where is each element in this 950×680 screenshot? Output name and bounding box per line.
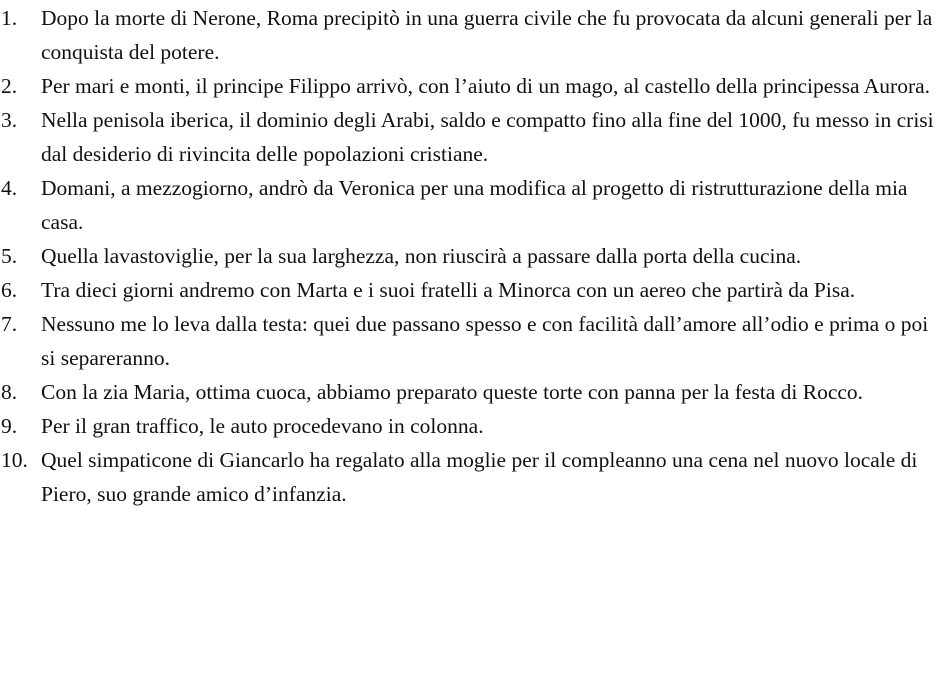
list-item [0,375,950,409]
item-number: 7. [1,312,18,336]
list-item [0,409,950,443]
item-text: Quel simpaticone di Giancarlo ha regalato alla moglie per il compleanno una cena nel nuovo locale di Piero, suo grande amico d’infanzia. [41,448,918,506]
item-text: Domani, a mezzogiorno, andrò da Veronica per una modifica al progetto di ristrutturazione della mia casa. [41,176,908,234]
item-number: 9. [1,414,18,438]
item-number: 3. [1,108,18,132]
list-item [0,171,950,239]
item-text: Tra dieci giorni andremo con Marta e i suoi fratelli a Minorca con un aereo che partirà da Pisa. [41,278,856,302]
list-item [0,69,950,103]
item-text: Quella lavastoviglie, per la sua larghezza, non riuscirà a passare dalla porta della cucina. [41,244,802,268]
item-number: 6. [1,278,18,302]
item-text: Con la zia Maria, ottima cuoca, abbiamo preparato queste torte con panna per la festa di Rocco. [41,380,864,404]
list-item [0,1,950,69]
list-item [0,307,950,375]
item-text: Dopo la morte di Nerone, Roma precipitò in una guerra civile che fu provocata da alcuni generali per la conquista del potere. [41,6,933,64]
sentence-list [0,1,950,511]
item-text: Per mari e monti, il principe Filippo arrivò, con l’aiuto di un mago, al castello della principessa Aurora. [41,74,931,98]
list-item [0,103,950,171]
list-item [0,443,950,511]
item-text: Nessuno me lo leva dalla testa: quei due passano spesso e con facilità dall’amore all’odio e prima o poi si separeranno. [41,312,929,370]
item-text: Per il gran traffico, le auto procedevano in colonna. [41,414,484,438]
item-number: 4. [1,176,18,200]
item-number: 1. [1,6,18,30]
list-item [0,239,950,273]
item-number: 5. [1,244,18,268]
list-item [0,273,950,307]
item-number: 2. [1,74,18,98]
item-number: 10. [1,448,28,472]
item-text: Nella penisola iberica, il dominio degli Arabi, saldo e compatto fino alla fine del 1000, fu messo in crisi dal desiderio di rivincita delle popolazioni cristiane. [41,108,934,166]
item-number: 8. [1,380,18,404]
